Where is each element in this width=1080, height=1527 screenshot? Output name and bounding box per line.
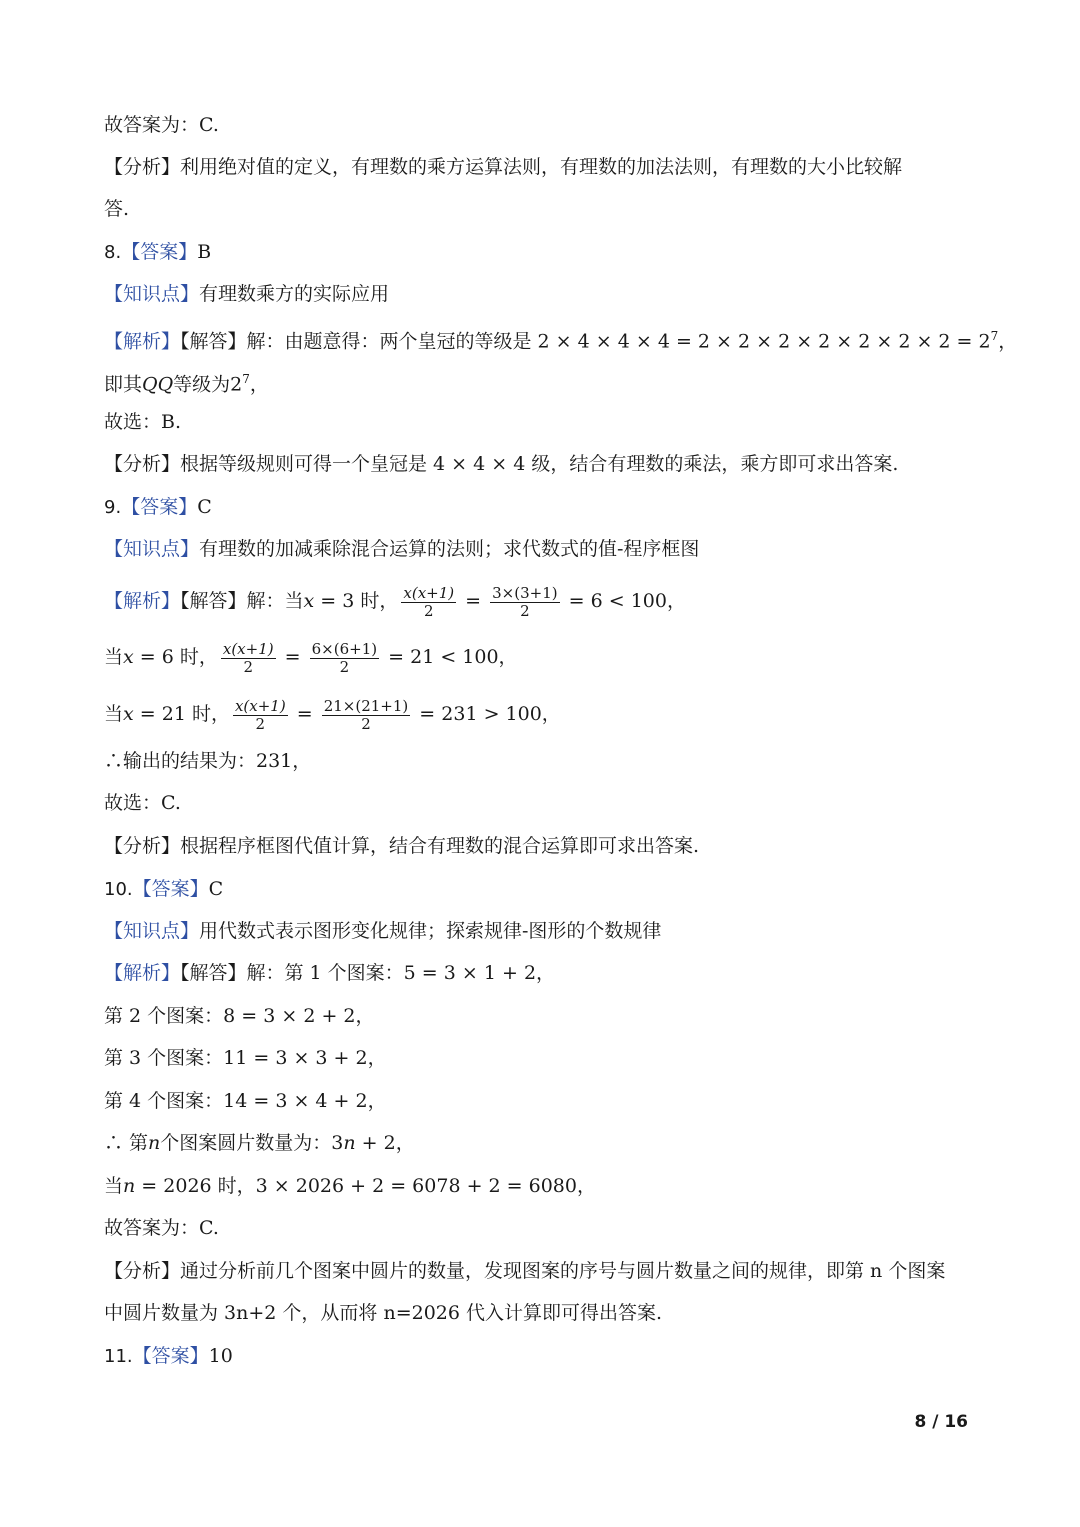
text: 当 <box>104 1175 124 1197</box>
equals: = <box>290 703 319 725</box>
text: = 21 < 100， <box>382 646 518 668</box>
math-var: n <box>148 1132 161 1154</box>
text-line: 第 4 个图案：14 = 3 × 4 + 2， <box>104 1090 387 1112</box>
text-line: 故答案为：C. <box>104 114 219 136</box>
fraction-denominator: 2 <box>520 601 530 620</box>
fraction <box>401 585 456 620</box>
fraction-numerator: x(x+1) <box>234 696 286 715</box>
q8-knowledge-line <box>104 281 1000 307</box>
fraction <box>221 641 276 676</box>
question-number: 11. <box>104 1346 133 1367</box>
answer-value: C <box>208 878 224 900</box>
fraction-numerator: 3×(3+1) <box>492 583 558 602</box>
punct: ， <box>249 373 269 396</box>
knowledge-text: 用代数式表示图形变化规律；探索规律-图形的个数规律 <box>199 920 662 942</box>
analysis-tag: 【解析】 <box>104 590 181 612</box>
q9-analysis-line <box>104 584 1000 620</box>
text-line: 【分析】根据等级规则可得一个皇冠是 4 × 4 × 4 级，结合有理数的乘法，乘方即可求出答案. <box>104 453 899 475</box>
text-line: 故选：B. <box>104 411 182 433</box>
math-var: x <box>303 590 315 612</box>
exponent: 7 <box>990 329 999 343</box>
answer-value: C <box>197 496 212 518</box>
fraction-denominator: 2 <box>243 657 254 676</box>
analysis-text: 【解答】解：由题意得：两个皇冠的等级是 2 × 4 × 4 × 4 = 2 × 2 × 2 × 2 × 2 × 2 × 2 = 2 <box>180 330 991 353</box>
knowledge-tag: 【知识点】 <box>104 283 200 305</box>
text: 个图案圆片数量为：3 <box>160 1132 344 1154</box>
question-number: 10. <box>104 879 133 900</box>
math-var: n <box>123 1175 136 1197</box>
text: + 2， <box>355 1132 415 1154</box>
fraction-denominator: 2 <box>339 657 350 676</box>
q10-answer-line <box>104 876 1000 903</box>
answer-tag: 【答案】 <box>121 241 198 263</box>
knowledge-tag: 【知识点】 <box>104 920 200 942</box>
question-number: 8. <box>104 242 122 263</box>
fraction-denominator: 2 <box>361 714 371 733</box>
q8-line2 <box>104 366 1000 397</box>
q10-general-line <box>104 1130 1000 1156</box>
fraction <box>233 698 288 733</box>
text-line: 【分析】通过分析前几个图案中圆片的数量，发现图案的序号与圆片数量之间的规律，即第 n 个图案 <box>104 1260 946 1282</box>
q11-answer-line <box>104 1343 1000 1370</box>
knowledge-text: 有理数的加减乘除混合运算的法则；求代数式的值-程序框图 <box>199 538 700 560</box>
text: = 6 < 100， <box>562 590 686 612</box>
q9-line3 <box>104 697 1000 733</box>
q8-answer-line <box>104 239 1000 266</box>
knowledge-tag: 【知识点】 <box>104 538 200 560</box>
text-line: 答. <box>104 198 130 220</box>
text: = 3 时， <box>314 590 399 612</box>
fraction-numerator: 21×(21+1) <box>323 696 409 715</box>
analysis-text: 【解答】解：第 1 个图案：5 = 3 × 1 + 2， <box>180 962 556 984</box>
fraction <box>322 698 411 733</box>
text: 当 <box>104 646 124 668</box>
question-number: 9. <box>104 497 122 518</box>
math-var: n <box>343 1132 356 1154</box>
text: 【解答】解：当 <box>180 590 304 612</box>
text: ∴ 第 <box>104 1132 149 1154</box>
answer-tag: 【答案】 <box>132 1345 209 1367</box>
text-line: ∴输出的结果为：231， <box>104 750 312 772</box>
knowledge-text: 有理数乘方的实际应用 <box>199 283 390 305</box>
text: = 231 > 100， <box>413 703 561 725</box>
q9-answer-line <box>104 494 1000 521</box>
q10-substitute-line <box>104 1173 1000 1199</box>
text-line: 【分析】利用绝对值的定义，有理数的乘方运算法则，有理数的加法法则，有理数的大小比较解 <box>104 156 903 178</box>
text-line: 故答案为：C. <box>104 1217 219 1239</box>
answer-value: B <box>197 241 212 263</box>
answer-tag: 【答案】 <box>132 878 209 900</box>
exponent: 7 <box>242 372 250 386</box>
text-line: 第 3 个图案：11 = 3 × 3 + 2， <box>104 1047 387 1069</box>
text-line: 第 2 个图案：8 = 3 × 2 + 2， <box>104 1005 375 1027</box>
fraction-numerator: 6×(6+1) <box>311 639 378 658</box>
q10-analysis-line <box>104 960 1000 986</box>
text: = 21 时， <box>133 703 230 725</box>
punct: ， <box>998 330 1018 353</box>
fraction-denominator: 2 <box>255 714 266 733</box>
fraction-numerator: x(x+1) <box>403 583 455 602</box>
text: 当 <box>104 703 124 725</box>
math-var: x <box>123 646 134 668</box>
math-var: QQ <box>142 373 174 396</box>
text-line: 【分析】根据程序框图代值计算，结合有理数的混合运算即可求出答案. <box>104 835 700 857</box>
page-number: 8 / 16 <box>914 1412 968 1432</box>
equals: = <box>278 646 307 668</box>
fraction <box>310 641 379 676</box>
text-line: 故选：C. <box>104 792 181 814</box>
analysis-tag: 【解析】 <box>104 962 181 984</box>
fraction <box>490 585 559 620</box>
fraction-denominator: 2 <box>423 601 434 620</box>
text: 即其 <box>104 373 143 396</box>
text-line: 中圆片数量为 3n+2 个，从而将 n=2026 代入计算即可得出答案. <box>104 1302 663 1324</box>
math-var: x <box>123 703 134 725</box>
equals: = <box>459 590 488 612</box>
q9-line2 <box>104 640 1000 676</box>
answer-value: 10 <box>208 1345 233 1367</box>
fraction-numerator: x(x+1) <box>222 639 274 658</box>
text: = 6 时， <box>133 646 218 668</box>
text: 等级为2 <box>173 373 243 396</box>
q10-knowledge-line <box>104 918 1000 944</box>
text: = 2026 时，3 × 2026 + 2 = 6078 + 2 = 6080， <box>135 1175 596 1197</box>
analysis-tag: 【解析】 <box>104 330 181 353</box>
q9-knowledge-line <box>104 536 1000 562</box>
answer-tag: 【答案】 <box>121 496 198 518</box>
q8-analysis-line <box>104 323 1018 354</box>
